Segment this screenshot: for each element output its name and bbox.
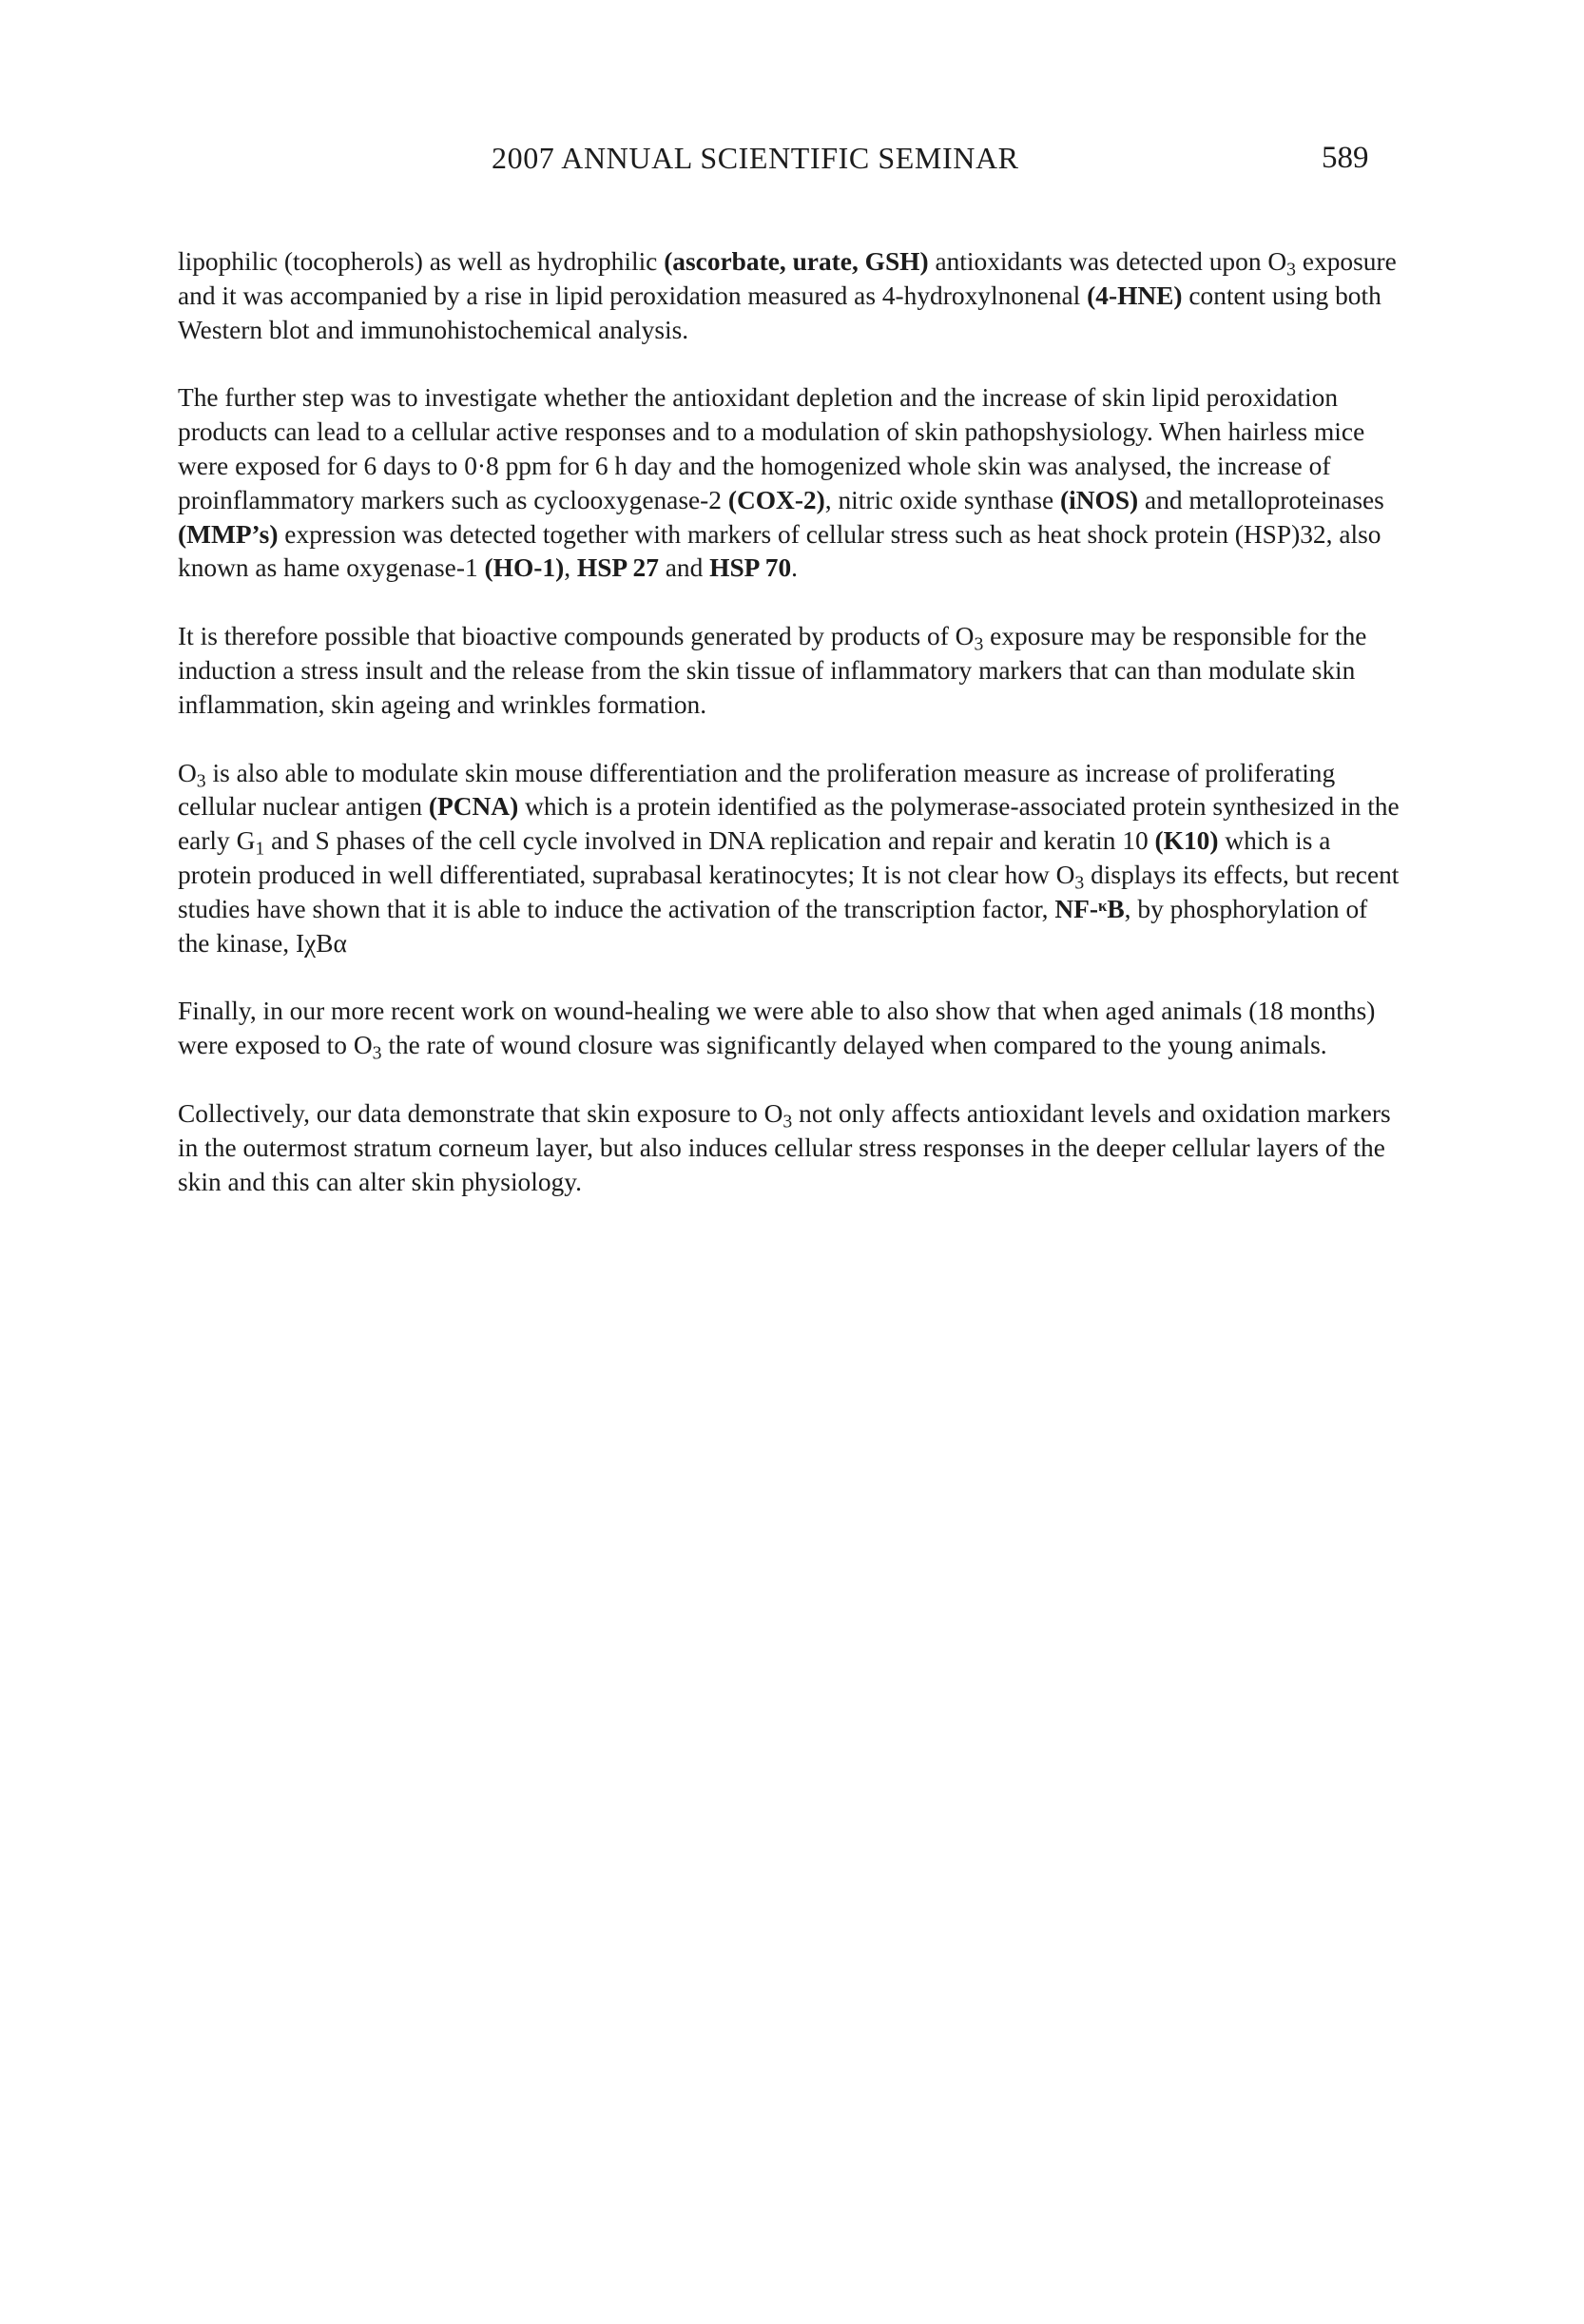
bold-term: (ascorbate, urate, GSH): [664, 247, 929, 276]
bold-term: (HO-1): [484, 553, 565, 583]
text-run: .: [791, 553, 798, 583]
bold-term: NF-: [1054, 894, 1098, 923]
text-run: is also able to modulate skin mouse differentiation and the proliferation measure as increase of proliferating cellular nuclear antigen: [178, 758, 1336, 822]
text-run: , nitric oxide synthase: [824, 485, 1060, 514]
text-run: O: [178, 758, 197, 787]
subscript: 1: [255, 838, 265, 860]
subscript: 3: [1286, 259, 1296, 281]
paragraph-inflammatory-markers: [178, 381, 1404, 586]
text-run: The further step was to investigate whether the antioxidant depletion and the increase of skin lipid peroxidation products can lead to a cellular active responses and to a modulation of skin pathopshysiology. When hairless mice were exposed for 6 days to 0·8 ppm for 6 h day and the homogenized whole skin was analysed, the increase of proinflammatory markers such as cyclooxygenase-2: [178, 383, 1365, 514]
text-run: Finally, in our more recent work on wound-healing we were able to also show that when aged animals (18 months) were exposed to O: [178, 997, 1376, 1060]
text-run: exposure may be responsible for the induction a stress insult and the release from the skin tissue of inflammatory markers that can than modulate skin inflammation, skin ageing and wrinkles formation.: [178, 622, 1367, 719]
bold-term: (4-HNE): [1087, 281, 1183, 310]
text-run: and: [658, 553, 710, 583]
text-run: , by phosphorylation of the kinase, IχBα: [178, 894, 1368, 958]
running-title: 2007 ANNUAL SCIENTIFIC SEMINAR: [492, 141, 1019, 175]
bold-term: HSP 70: [709, 553, 792, 583]
bold-term: (COX-2): [727, 485, 825, 514]
text-run: which is a protein identified as the polymerase-associated protein synthesized in the early G: [178, 792, 1400, 856]
paragraph-antioxidants: [178, 245, 1404, 347]
text-run: antioxidants was detected upon O: [928, 247, 1287, 276]
bold-term: κ: [1097, 896, 1108, 915]
bold-term: (MMP’s): [178, 519, 279, 549]
running-header: [0, 141, 1584, 183]
text-run: displays its effects, but recent studies have shown that it is able to induce the activation of the transcription factor,: [178, 860, 1400, 923]
bold-term: (K10): [1154, 826, 1219, 856]
bold-term: HSP 27: [576, 553, 659, 583]
paragraph-conclusion: [178, 1097, 1404, 1199]
text-run: Collectively, our data demonstrate that skin exposure to O: [178, 1098, 783, 1128]
text-run: exposure and it was accompanied by a rise in lipid peroxidation measured as 4-hydroxylnonenal: [178, 247, 1397, 310]
text-run: ,: [564, 553, 577, 583]
text-run: and S phases of the cell cycle involved in DNA replication and repair and keratin 10: [264, 826, 1155, 856]
text-run: It is therefore possible that bioactive compounds generated by products of O: [178, 622, 975, 651]
subscript: 3: [782, 1111, 793, 1133]
bold-term: B: [1107, 894, 1125, 923]
text-run: content using both Western blot and immunohistochemical analysis.: [178, 281, 1381, 344]
subscript: 3: [974, 633, 984, 655]
text-run: the rate of wound closure was significantly delayed when compared to the young animals.: [381, 1031, 1327, 1060]
bold-term: (PCNA): [428, 792, 519, 822]
paragraph-wound-healing: [178, 995, 1404, 1063]
subscript: 3: [1074, 872, 1085, 894]
bold-term: (iNOS): [1060, 485, 1139, 514]
page-number: 589: [1322, 141, 1369, 175]
article-body: [178, 245, 1404, 1233]
text-run: expression was detected together with markers of cellular stress such as heat shock protein (HSP)32, also known as hame oxygenase-1: [178, 519, 1381, 583]
paragraph-bioactive-compounds: [178, 620, 1404, 722]
subscript: 3: [196, 770, 206, 792]
text-run: lipophilic (tocopherols) as well as hydrophilic: [178, 247, 665, 276]
text-run: not only affects antioxidant levels and oxidation markers in the outermost stratum corneum layer, but also induces cellular stress responses in the deeper cellular layers of the skin and this can alter skin physiology.: [178, 1098, 1391, 1196]
text-run: which is a protein produced in well differentiated, suprabasal keratinocytes; It is not clear how O: [178, 826, 1331, 889]
paragraph-differentiation: [178, 757, 1404, 961]
subscript: 3: [372, 1042, 382, 1064]
text-run: and metalloproteinases: [1138, 485, 1384, 514]
